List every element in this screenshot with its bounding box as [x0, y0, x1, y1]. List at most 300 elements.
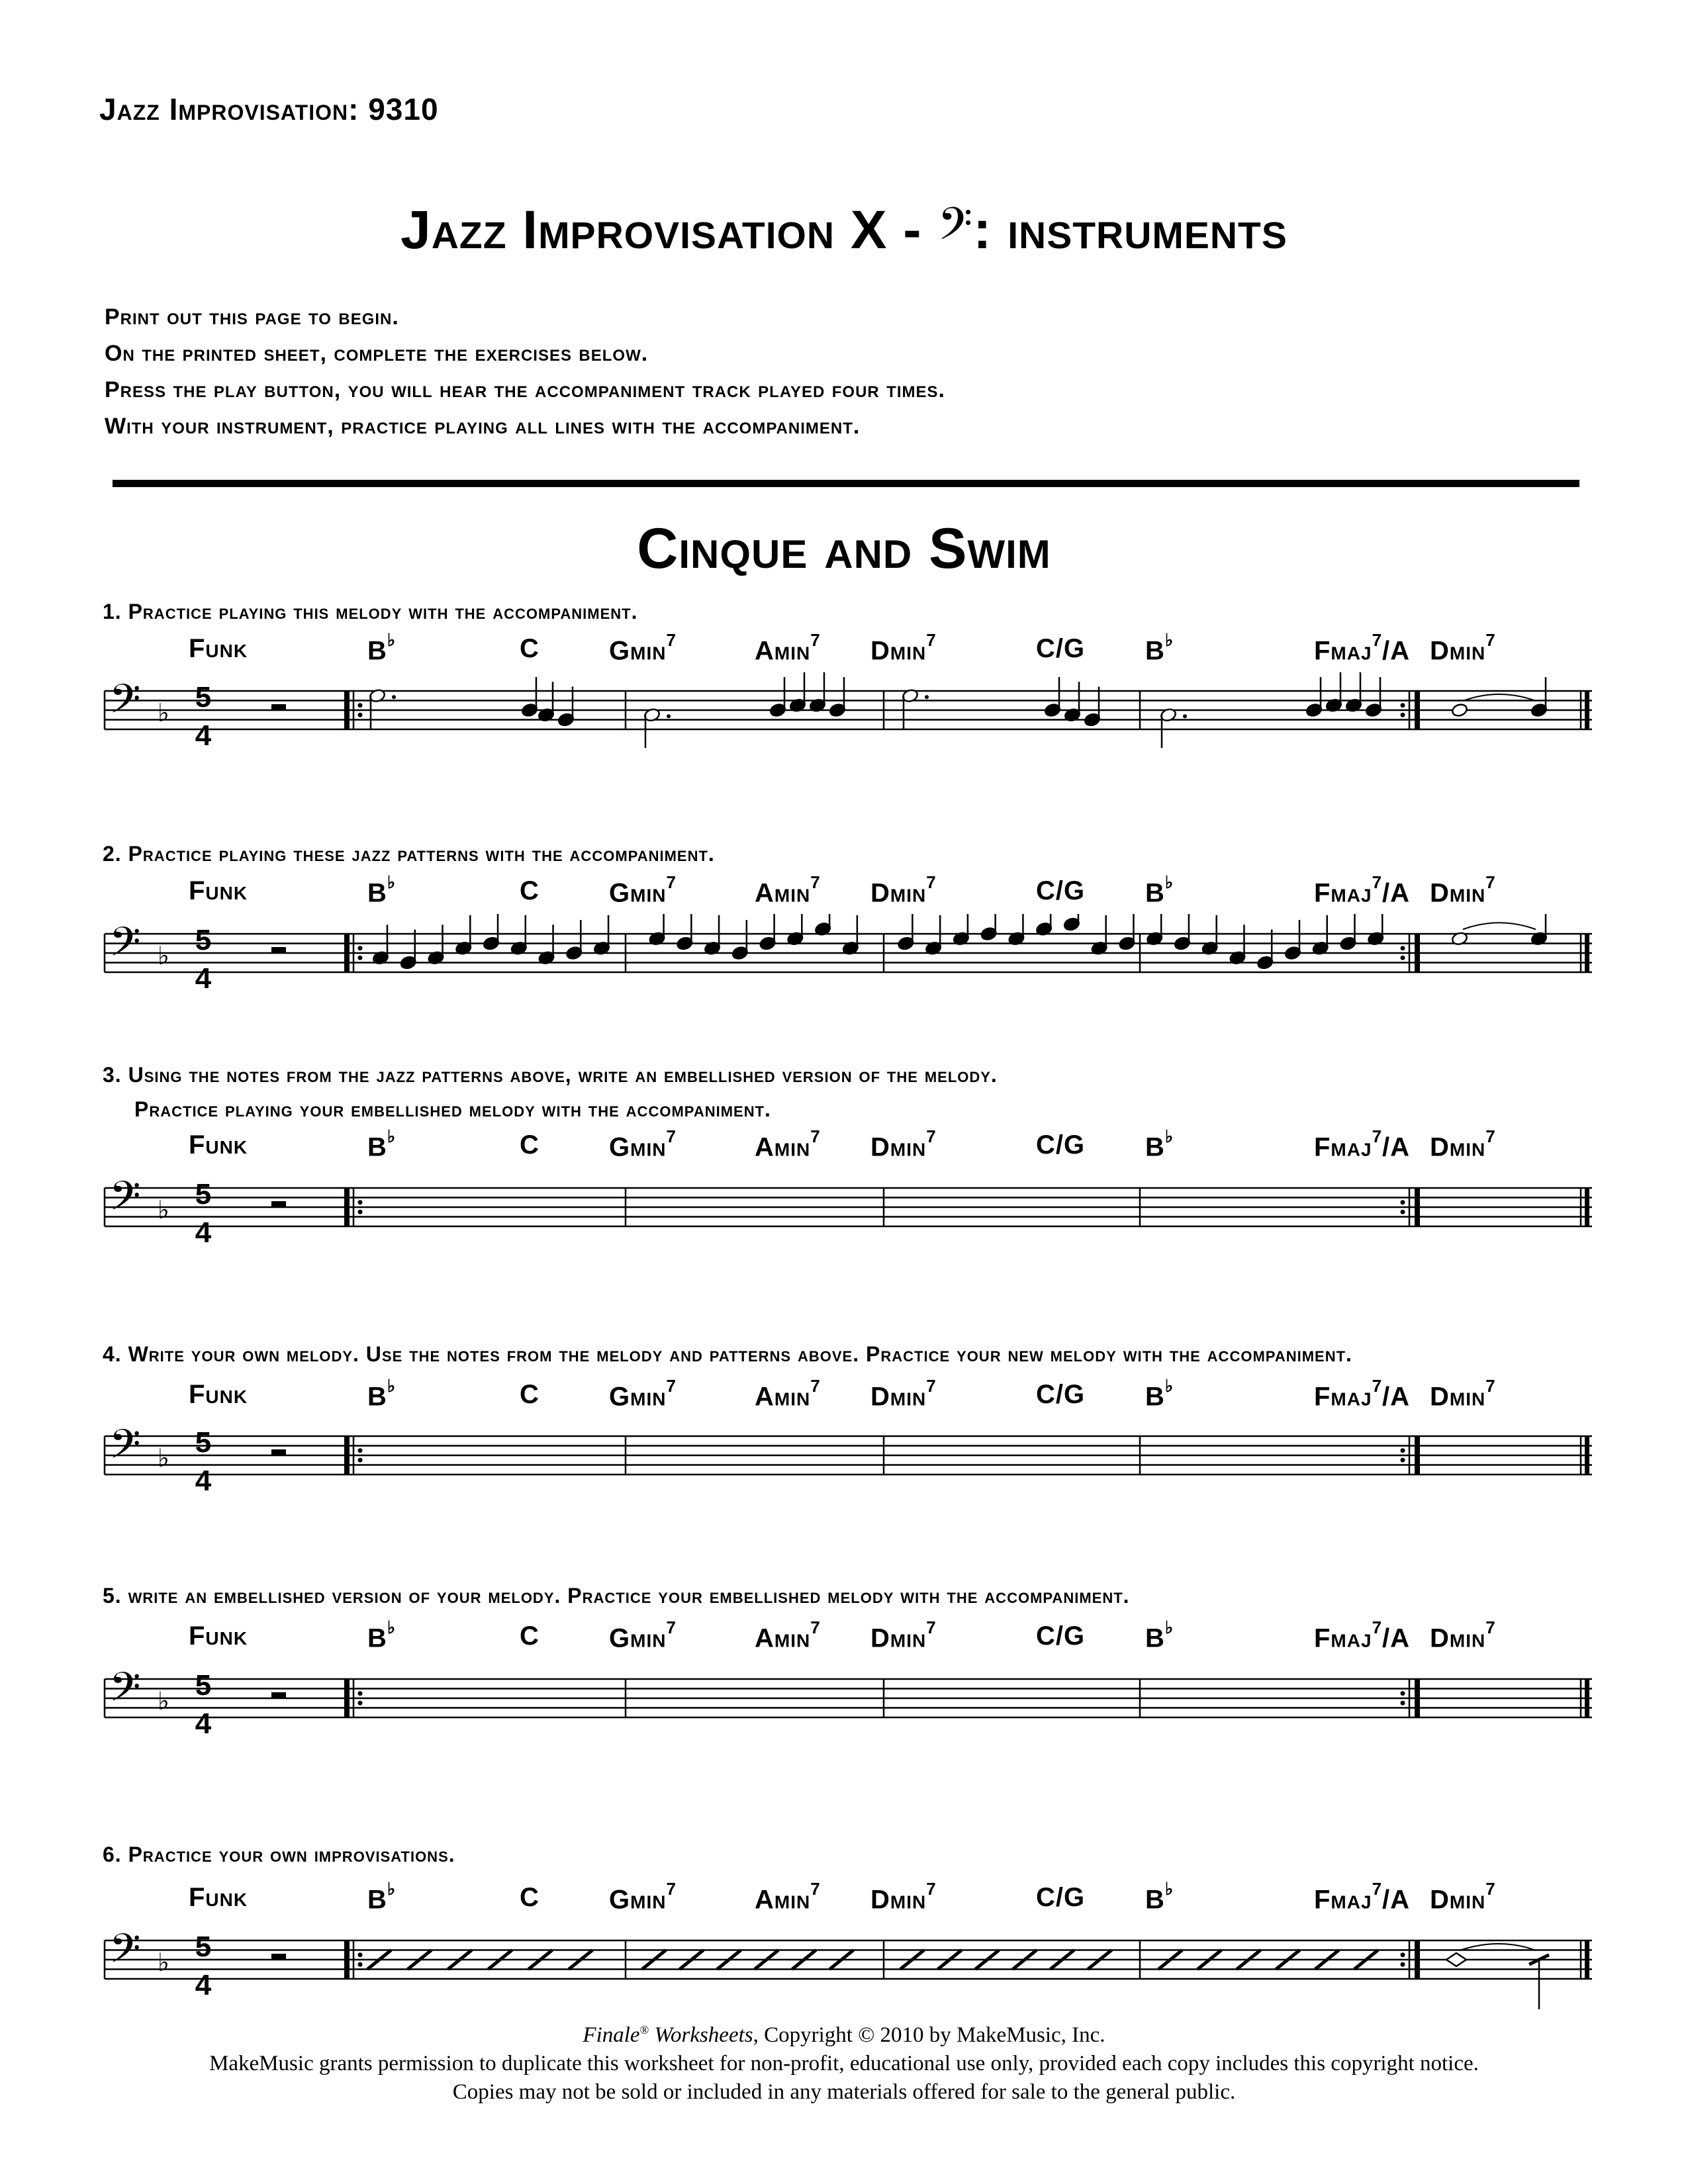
exercise-label [103, 1578, 1130, 1613]
repeat-end-thick-bar [1415, 1188, 1420, 1226]
chord-bass-note: /A [1382, 636, 1411, 666]
chord-symbol [609, 1879, 677, 1915]
repeat-dot [358, 1962, 363, 1967]
chord-symbol [1430, 1617, 1496, 1653]
chord-symbol [870, 1879, 937, 1915]
chord-extension: 7 [926, 872, 937, 892]
time-signature-bottom: 4 [195, 1465, 212, 1497]
repeat-dot [358, 1952, 363, 1957]
rest-icon [271, 1692, 286, 1698]
final-barline-thick [1585, 1679, 1589, 1717]
chord-symbol [1430, 1879, 1496, 1915]
footer-worksheets: Worksheets [649, 2023, 753, 2047]
exercise-label-line: Practice playing your embellished melody with the accompaniment. [134, 1097, 771, 1121]
chord-symbol [1036, 1621, 1085, 1651]
chord-root: Fmaj [1314, 1382, 1372, 1412]
note-icon [1064, 682, 1081, 722]
repeat-dot [1401, 703, 1405, 707]
chord-extension: ♭ [1164, 872, 1174, 892]
note-icon [1345, 672, 1362, 713]
chord-root: C/G [1036, 1130, 1086, 1160]
final-barline-thick [1585, 1188, 1589, 1226]
chord-symbol [367, 1376, 397, 1412]
note-icon [1063, 914, 1080, 932]
footer-registered: ® [639, 2023, 649, 2036]
note-icon [643, 707, 661, 748]
note-icon [369, 688, 386, 729]
chord-root: Gmin [609, 636, 667, 666]
chord-extension: 7 [1372, 1879, 1383, 1899]
chord-root: C/G [1036, 876, 1086, 905]
flat-key-signature-icon: ♭ [158, 1195, 169, 1224]
bass-clef-icon: 𝄢 [109, 919, 141, 976]
chord-symbol [755, 872, 821, 908]
rest-icon [271, 947, 286, 953]
chord-extension: ♭ [387, 1126, 397, 1146]
chord-symbol [870, 1376, 937, 1412]
worksheet-header-label: Jazz Improvisation: 9310 [99, 92, 439, 126]
exercise-label [103, 1058, 998, 1126]
repeat-dot [1401, 1200, 1405, 1205]
chord-root: Funk [189, 634, 248, 663]
repeat-start-thick-bar [344, 934, 350, 972]
time-signature-bottom: 4 [195, 1216, 212, 1249]
chord-extension: 7 [666, 1617, 677, 1637]
chord-extension: 7 [926, 1617, 937, 1637]
exercise-label [103, 1337, 1352, 1371]
repeat-start-thick-bar [344, 1436, 350, 1475]
chord-symbol [1145, 1376, 1174, 1412]
chord-symbol [609, 1376, 677, 1412]
note-icon [1084, 687, 1101, 727]
chord-symbol [189, 876, 248, 906]
note-icon [538, 682, 555, 722]
chord-symbol [1036, 876, 1085, 906]
chord-symbol [609, 1126, 677, 1162]
music-staff [0, 1168, 1688, 1267]
exercise-label-line: 3. Using the notes from the jazz patterns above, write an embellished version of the melody. [103, 1063, 998, 1087]
repeat-start-thick-bar [344, 1679, 350, 1717]
chord-root: Funk [189, 1130, 248, 1160]
exercise-label-line: 5. write an embellished version of your melody. Practice your embellished melody with the accompaniment. [103, 1584, 1130, 1608]
repeat-dot [358, 1210, 363, 1214]
footer-line-1 [0, 2016, 1688, 2050]
chord-symbol [367, 872, 397, 908]
note-icon [1044, 677, 1061, 717]
chord-extension: ♭ [1164, 630, 1174, 650]
chord-symbol [189, 1883, 248, 1913]
repeat-dot [358, 946, 363, 950]
chord-extension: 7 [1372, 630, 1383, 650]
exercise-label [103, 837, 715, 871]
note-icon [1091, 915, 1108, 956]
repeat-dot [358, 1691, 363, 1696]
repeat-dot [358, 1701, 363, 1706]
bass-clef-icon: 𝄢 [109, 1173, 141, 1230]
chord-symbol [609, 872, 677, 908]
music-staff [0, 914, 1688, 1013]
note-icon [1229, 925, 1246, 965]
flat-key-signature-icon: ♭ [158, 698, 169, 727]
instruction-line: Print out this page to begin. [105, 304, 399, 330]
chord-extension: 7 [810, 872, 821, 892]
chord-symbol [1145, 1617, 1174, 1653]
note-icon [455, 915, 472, 956]
chord-symbol [1314, 1376, 1411, 1412]
note-icon [1284, 920, 1301, 960]
note-icon [953, 914, 970, 946]
chord-symbol [1430, 872, 1496, 908]
chord-extension: ♭ [1164, 1376, 1174, 1396]
footer-line-3: Copies may not be sold or included in any materials offered for sale to the general public. [452, 2080, 1236, 2104]
chord-symbol [1430, 630, 1496, 666]
section-divider [113, 480, 1579, 487]
chord-bass-note: /A [1382, 878, 1411, 908]
chord-root: Fmaj [1314, 1623, 1372, 1653]
time-signature-bottom: 4 [195, 719, 212, 752]
note-icon [1160, 707, 1177, 748]
chord-extension: 7 [926, 1126, 937, 1146]
note-icon [1201, 915, 1219, 956]
chord-root: Fmaj [1314, 1885, 1372, 1915]
chord-symbol [755, 1376, 821, 1412]
exercise-label-line: 1. Practice playing this melody with the accompaniment. [103, 600, 638, 623]
chord-symbol [755, 1879, 821, 1915]
chord-root: Amin [755, 636, 811, 666]
chord-symbol [870, 630, 937, 666]
chord-symbol [870, 872, 937, 908]
repeat-dot [358, 703, 363, 707]
time-signature-top: 5 [195, 1669, 212, 1702]
chord-symbol [1145, 1126, 1174, 1162]
chord-symbol [1430, 1126, 1496, 1162]
exercise-label-line: 2. Practice playing these jazz patterns with the accompaniment. [103, 842, 715, 866]
repeat-dot [1401, 1952, 1405, 1957]
chord-symbol [520, 1380, 539, 1410]
chord-symbol [1314, 1879, 1411, 1915]
repeat-dot [1401, 1448, 1405, 1453]
note-icon [925, 915, 942, 956]
flat-key-signature-icon: ♭ [158, 1948, 169, 1977]
chord-root: Funk [189, 1883, 248, 1912]
chord-symbol [189, 1380, 248, 1410]
chord-extension: 7 [1485, 1376, 1496, 1396]
chord-extension: 7 [666, 1376, 677, 1396]
chord-extension: 7 [810, 1617, 821, 1637]
chord-root: Gmin [609, 1623, 667, 1653]
chord-root: C/G [1036, 1380, 1086, 1409]
chord-extension: ♭ [1164, 1617, 1174, 1637]
chord-symbol [520, 634, 539, 664]
note-icon [902, 688, 919, 729]
repeat-dot [1401, 946, 1405, 950]
repeat-dot [358, 956, 363, 960]
note-icon [1305, 677, 1323, 717]
instruction-line: Press the play button, you will hear the accompaniment track played four times. [105, 377, 945, 402]
chord-symbol [367, 1617, 397, 1653]
chord-symbol-row [0, 1376, 1688, 1420]
chord-root: Dmin [1430, 1132, 1486, 1162]
instruction-line: With your instrument, practice playing all lines with the accompaniment. [105, 414, 861, 439]
chord-root: Dmin [870, 1623, 927, 1653]
chord-bass-note: /A [1382, 1132, 1411, 1162]
chord-extension: 7 [1485, 1617, 1496, 1637]
chord-extension: 7 [666, 1879, 677, 1899]
chord-root: Dmin [1430, 878, 1486, 908]
chord-root: B [1145, 636, 1165, 666]
chord-root: B [367, 1132, 387, 1162]
chord-symbol [1314, 630, 1411, 666]
chord-bass-note: /A [1382, 1623, 1411, 1653]
chord-symbol [1145, 630, 1174, 666]
instruction-line: On the printed sheet, complete the exercises below. [105, 341, 649, 366]
chord-root: Amin [755, 1132, 811, 1162]
piece-title: Cinque and Swim [637, 517, 1051, 580]
chord-root: Dmin [1430, 1623, 1486, 1653]
chord-symbol [1430, 1376, 1496, 1412]
chord-extension: ♭ [387, 630, 397, 650]
chord-symbol [755, 1617, 821, 1653]
chord-extension: ♭ [1164, 1879, 1174, 1899]
chord-root: B [1145, 1885, 1165, 1915]
copyright-footer [0, 2016, 1688, 2107]
footer-copyright: , Copyright © 2010 by MakeMusic, Inc. [753, 2023, 1105, 2047]
chord-symbol [1314, 1126, 1411, 1162]
chord-root: Gmin [609, 1382, 667, 1412]
chord-extension: 7 [810, 1879, 821, 1899]
note-icon [1118, 914, 1135, 951]
note-icon [538, 925, 555, 965]
time-signature-top: 5 [195, 924, 212, 956]
note-icon [1008, 914, 1025, 946]
chord-extension: 7 [810, 1376, 821, 1396]
time-signature-bottom: 4 [195, 962, 212, 995]
final-barline-thick [1585, 1940, 1589, 1979]
chord-symbol [520, 876, 539, 906]
chord-root: B [367, 1623, 387, 1653]
repeat-dot [1401, 713, 1405, 717]
footer-line-2: MakeMusic grants permission to duplicate this worksheet for non-profit, educational use only, provided each copy includes this copyright notice. [209, 2052, 1479, 2075]
page-title-main: Jazz Improvisation X - [400, 200, 938, 260]
chord-root: Funk [189, 1380, 248, 1409]
chord-extension: 7 [1372, 872, 1383, 892]
chord-extension: 7 [926, 630, 937, 650]
music-staff [0, 671, 1688, 770]
chord-root: B [1145, 1132, 1165, 1162]
note-icon [1325, 672, 1342, 713]
note-icon [1339, 914, 1356, 951]
note-icon [1312, 915, 1329, 956]
chord-symbol [367, 1879, 397, 1915]
chord-symbol [1036, 1130, 1085, 1160]
chord-extension: 7 [1372, 1376, 1383, 1396]
note-icon [731, 920, 749, 960]
exercise-label-line: 4. Write your own melody. Use the notes from the melody and patterns above. Practice your new melody with the accompaniment. [103, 1342, 1352, 1366]
music-staff [0, 1921, 1688, 2020]
note-icon [786, 914, 804, 946]
chord-root: Dmin [1430, 1382, 1486, 1412]
note-icon [1174, 914, 1191, 951]
note-icon [769, 677, 786, 717]
rest-icon [271, 1954, 286, 1960]
chord-symbol [1145, 1879, 1174, 1915]
repeat-start-thick-bar [344, 691, 350, 729]
chord-root: Fmaj [1314, 636, 1372, 666]
time-signature-bottom: 4 [195, 1969, 212, 2001]
chord-root: Amin [755, 878, 811, 908]
chord-symbol [189, 1621, 248, 1651]
chord-root: Gmin [609, 1885, 667, 1915]
repeat-dot [358, 1448, 363, 1453]
chord-extension: 7 [1485, 630, 1496, 650]
chord-root: Dmin [1430, 636, 1486, 666]
chord-symbol [870, 1126, 937, 1162]
chord-root: C [520, 1883, 539, 1912]
final-barline-thick [1585, 934, 1589, 972]
chord-bass-note: /A [1382, 1885, 1411, 1915]
chord-root: B [1145, 1382, 1165, 1412]
note-icon [1146, 914, 1163, 946]
chord-symbol [609, 630, 677, 666]
chord-extension: ♭ [387, 1617, 397, 1637]
note-icon [1256, 930, 1274, 970]
note-icon [704, 915, 721, 956]
chord-extension: 7 [1485, 1879, 1496, 1899]
chord-symbol [1036, 634, 1085, 664]
chord-extension: 7 [1485, 872, 1496, 892]
flat-key-signature-icon: ♭ [158, 1443, 169, 1473]
chord-symbol [520, 1621, 539, 1651]
note-icon [372, 925, 389, 965]
chord-extension: ♭ [387, 1879, 397, 1899]
note-icon [842, 915, 859, 956]
chord-root: B [1145, 1623, 1165, 1653]
note-icon [897, 914, 914, 951]
note-icon [980, 914, 998, 941]
music-staff [0, 1659, 1688, 1758]
chord-root: Fmaj [1314, 878, 1372, 908]
repeat-end-thick-bar [1415, 1940, 1420, 1979]
repeat-dot [1401, 1458, 1405, 1463]
chord-extension: ♭ [1164, 1126, 1174, 1146]
chord-root: C [520, 876, 539, 905]
note-icon [1367, 914, 1384, 946]
chord-extension: 7 [926, 1879, 937, 1899]
chord-extension: 7 [666, 630, 677, 650]
chord-symbol [520, 1130, 539, 1160]
chord-root: B [367, 636, 387, 666]
chord-root: C/G [1036, 1883, 1086, 1912]
chord-extension: 7 [1372, 1126, 1383, 1146]
rest-icon [271, 704, 286, 710]
chord-extension: ♭ [387, 1376, 397, 1396]
chord-root: Funk [189, 1621, 248, 1651]
rest-icon [271, 1201, 286, 1207]
note-icon [427, 925, 444, 965]
chord-symbol-row [0, 1126, 1688, 1170]
note-icon [676, 914, 693, 951]
chord-root: Dmin [870, 1132, 927, 1162]
chord-root: B [367, 1382, 387, 1412]
chord-extension: 7 [1372, 1617, 1383, 1637]
chord-root: C/G [1036, 1621, 1086, 1651]
chord-root: Amin [755, 1623, 811, 1653]
bass-clef-icon: 𝄢 [109, 676, 141, 733]
repeat-start-thick-bar [344, 1188, 350, 1226]
chord-symbol-row [0, 1617, 1688, 1661]
chord-root: C [520, 1380, 539, 1409]
final-barline-thick [1585, 691, 1589, 729]
chord-root: Dmin [870, 636, 927, 666]
chord-root: C [520, 1130, 539, 1160]
chord-extension: 7 [926, 1376, 937, 1396]
chord-extension: 7 [810, 1126, 821, 1146]
chord-symbol [1036, 1883, 1085, 1913]
note-icon [510, 915, 528, 956]
note-icon [759, 914, 776, 951]
chord-extension: 7 [1485, 1126, 1496, 1146]
chord-extension: 7 [810, 630, 821, 650]
chord-root: Gmin [609, 1132, 667, 1162]
chord-extension: ♭ [387, 872, 397, 892]
chord-symbol [1314, 1617, 1411, 1653]
chord-symbol [1145, 872, 1174, 908]
time-signature-top: 5 [195, 1931, 212, 1963]
tie-icon [1463, 923, 1536, 929]
chord-root: B [1145, 878, 1165, 908]
chord-extension: 7 [666, 1126, 677, 1146]
flat-key-signature-icon: ♭ [158, 1686, 169, 1715]
chord-symbol-row [0, 872, 1688, 916]
repeat-end-thick-bar [1415, 934, 1420, 972]
note-icon [1530, 677, 1548, 717]
note-icon [565, 920, 583, 960]
repeat-dot [1401, 1962, 1405, 1967]
chord-symbol [755, 1126, 821, 1162]
time-signature-bottom: 4 [195, 1707, 212, 1740]
repeat-end-thick-bar [1415, 691, 1420, 729]
note-icon [789, 672, 806, 713]
chord-symbol [755, 630, 821, 666]
time-signature-top: 5 [195, 681, 212, 713]
chord-symbol [1036, 1380, 1085, 1410]
repeat-dot [1401, 1691, 1405, 1696]
repeat-dot [358, 1458, 363, 1463]
repeat-end-thick-bar [1415, 1679, 1420, 1717]
chord-bass-note: /A [1382, 1382, 1411, 1412]
note-icon [648, 914, 665, 946]
chord-symbol [1314, 872, 1411, 908]
chord-symbol-row [0, 630, 1688, 674]
chord-symbol [520, 1883, 539, 1913]
note-icon [1451, 703, 1468, 718]
bass-clef-icon: 𝄢 [109, 1925, 141, 1982]
time-signature-top: 5 [195, 1178, 212, 1210]
exercise-label [103, 1837, 455, 1872]
repeat-dot [1401, 956, 1405, 960]
note-icon [829, 677, 846, 717]
chord-root: Dmin [870, 878, 927, 908]
note-icon [809, 672, 826, 713]
chord-symbol-row [0, 1879, 1688, 1923]
note-icon [521, 677, 538, 717]
repeat-dot [358, 713, 363, 717]
instructions [105, 299, 945, 445]
note-icon [557, 687, 575, 727]
chord-root: Amin [755, 1885, 811, 1915]
chord-symbol [609, 1617, 677, 1653]
rest-icon [271, 1449, 286, 1455]
